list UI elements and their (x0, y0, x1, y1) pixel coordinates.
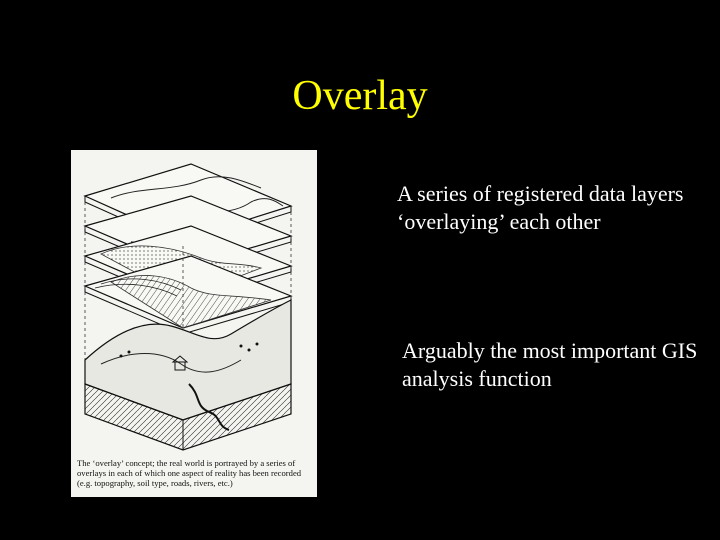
slide-title: Overlay (292, 73, 428, 119)
bullet-most-important: Arguably the most important GIS analysis function (402, 338, 698, 391)
bullet-registered-layers: A series of registered data layers ‘overlaying’ each other (397, 181, 684, 234)
overlay-figure (71, 150, 317, 497)
overlay-layers-illustration (71, 150, 317, 497)
figure-caption: The ‘overlay’ concept; the real world is portrayed by a series of overlays in each of which one aspect of reality has been recorded (e.g. topography, soil type, roads, rivers, etc.) (77, 458, 302, 488)
